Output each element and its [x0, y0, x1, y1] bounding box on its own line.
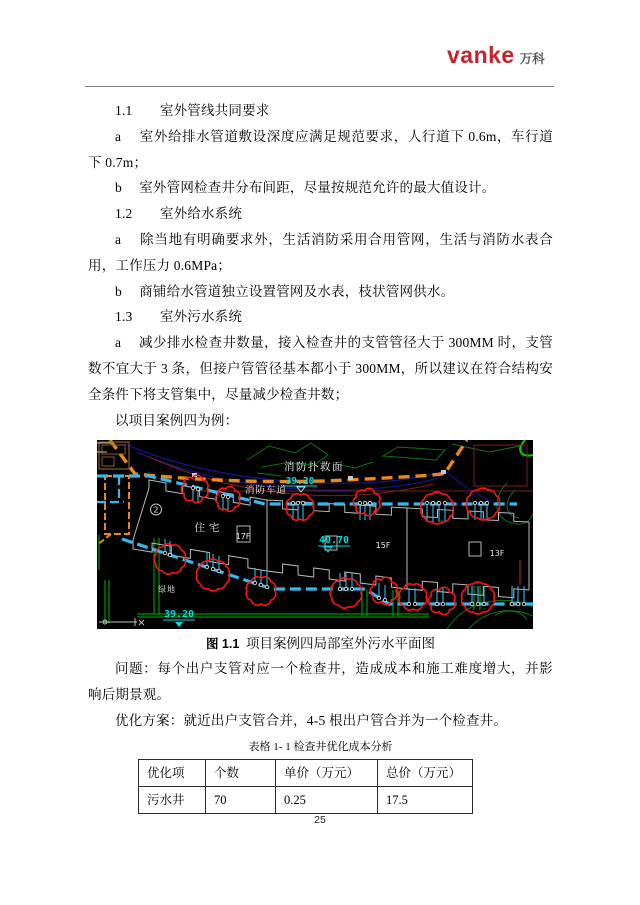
header-cell: 总价（万元） — [378, 759, 473, 786]
header-divider — [85, 86, 554, 87]
label-fire-lane: 消防车道 — [244, 485, 288, 497]
logo-cn: 万科 — [519, 52, 545, 66]
document-body — [88, 98, 553, 814]
vanke-logo — [447, 42, 545, 69]
data-cell: 17.5 — [378, 786, 473, 813]
site-plan-figure — [97, 440, 533, 629]
paragraph: 以项目案例四为例： — [115, 412, 239, 428]
label-15f: 15F — [375, 541, 391, 551]
label-13f: 13F — [489, 549, 505, 559]
table-row — [139, 786, 473, 813]
paragraph: b 室外管网检查井分布间距，尽量按规范允许的最大值设计。 — [115, 180, 496, 196]
label-elev-top: 39.20 — [285, 476, 315, 488]
label-fire-rescue: 消防扑救面 — [284, 461, 344, 474]
paragraph: 优化方案：就近出户支管合并，4-5 根出户管合并为一个检查井。 — [115, 712, 508, 728]
paragraph: 1.2 室外给水系统 — [115, 206, 243, 222]
logo-wordmark: vanke — [447, 42, 515, 68]
figure-caption — [88, 632, 553, 656]
paragraph: a 减少排水检查井数量，接入检查井的支管管径大于 300MM 时，支管数不宜大于 3 条，但接户管管径基本都小于 300MM，所以建议在符合结构安全条件下将支管集中，尽量减少检查井数； — [88, 335, 553, 402]
paragraph: 1.3 室外污水系统 — [115, 309, 243, 325]
label-residence: 住宅 — [194, 522, 224, 535]
header-cell: 个数 — [206, 759, 276, 786]
paragraph: b 商铺给水管道独立设置管网及水表，枝状管网供水。 — [115, 283, 455, 299]
paragraph: a 室外给排水管道敷设深度应满足规范要求，人行道下 0.6m，车行道下 0.7m； — [88, 128, 553, 170]
cad-drawing — [97, 440, 533, 629]
figure-caption-number: 图 1.1 — [205, 637, 240, 652]
table-header-row — [139, 759, 473, 786]
table-caption: 表格 1- 1 检查井优化成本分析 — [248, 740, 393, 753]
data-cell: 70 — [206, 786, 276, 813]
data-cell: 0.25 — [276, 786, 378, 813]
label-17f: 17F — [235, 532, 251, 542]
paragraph: a 除当地有明确要求外，生活消防采用合用管网，生活与消防水表合用，工作压力 0.6MPa； — [88, 231, 553, 273]
header-cell: 优化项 — [139, 759, 206, 786]
page-number: 25 — [314, 814, 326, 826]
header-cell: 单价（万元） — [276, 759, 378, 786]
label-green-area: 绿地 — [158, 585, 176, 595]
label-elev-bottom: 39.20 — [163, 609, 195, 621]
label-elev-mid: 40.70 — [318, 535, 350, 547]
cost-analysis-table — [138, 759, 473, 814]
figure-caption-text: 项目案例四局部室外污水平面图 — [246, 636, 436, 652]
label-badge-2: 2 — [153, 505, 159, 515]
paragraph: 1.1 室外管线共同要求 — [115, 103, 270, 118]
page-header — [0, 0, 640, 84]
paragraph: 问题：每个出户支管对应一个检查井，造成成本和施工难度增大，并影响后期景观。 — [88, 661, 553, 703]
data-cell: 污水井 — [139, 786, 206, 813]
